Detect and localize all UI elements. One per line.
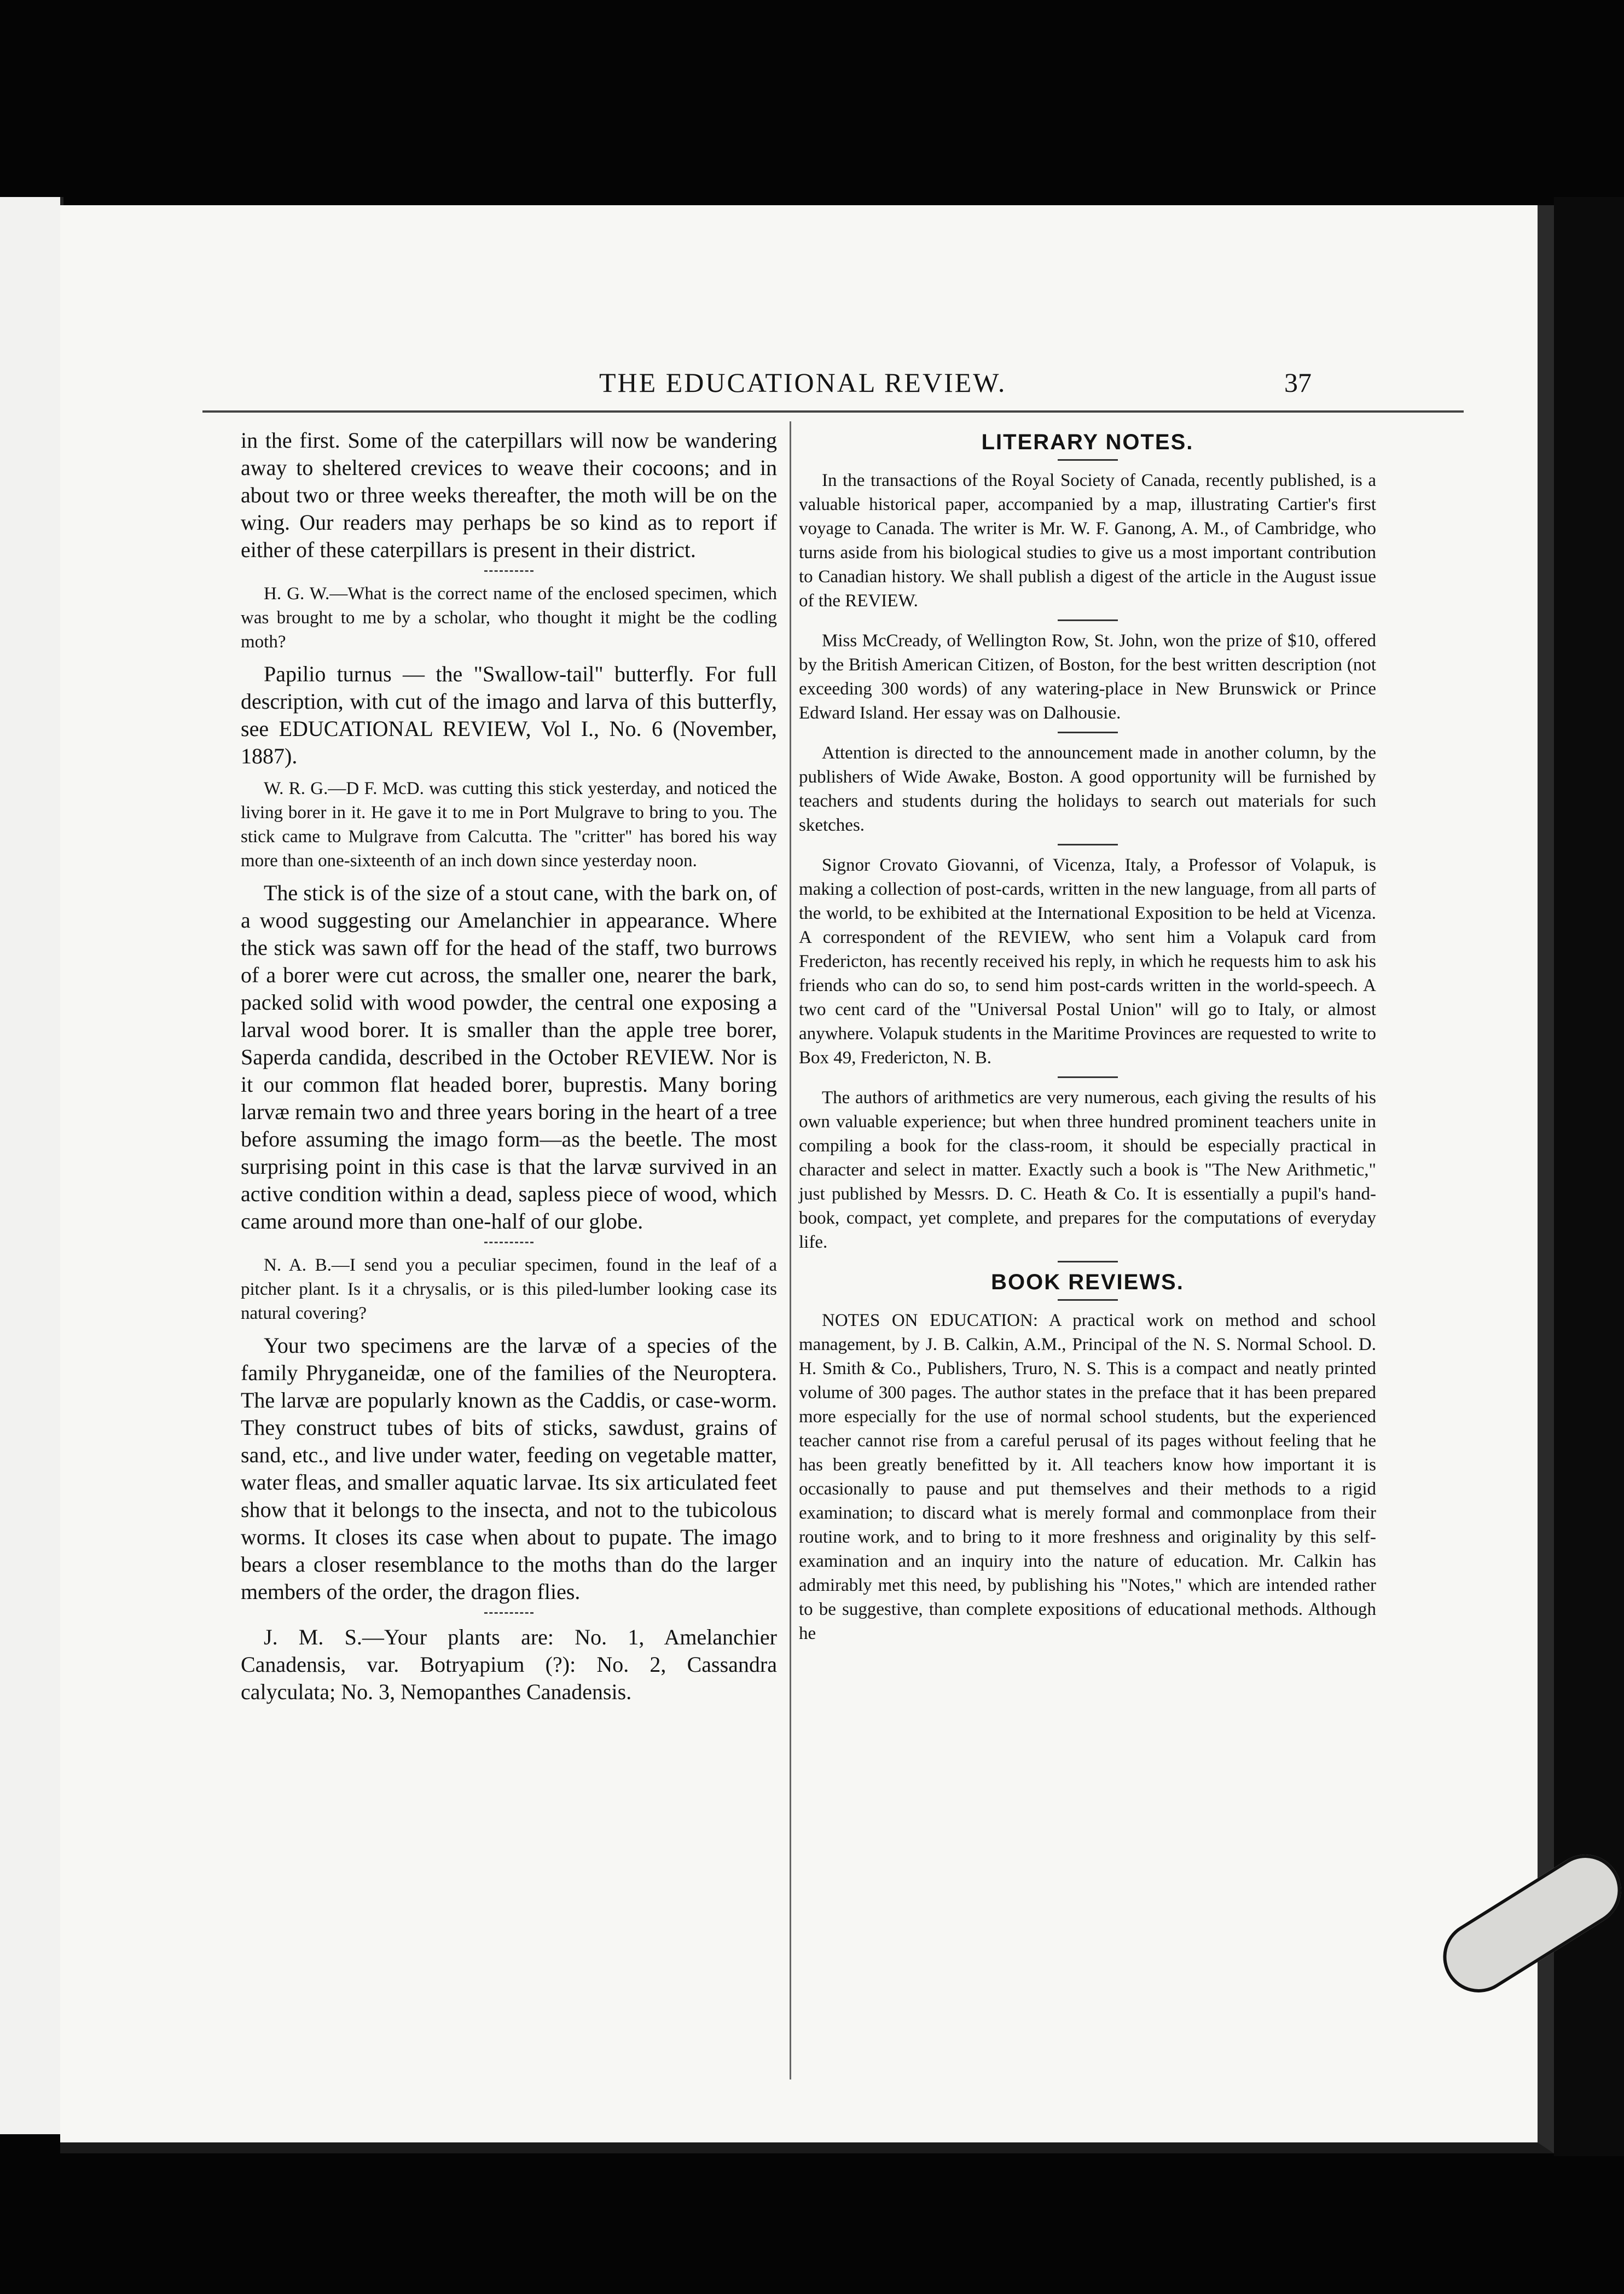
magazine-page — [60, 205, 1554, 2153]
separator — [484, 570, 533, 572]
running-title: THE EDUCATIONAL REVIEW. — [599, 367, 1007, 398]
query-hgw: H. G. W.—What is the correct name of the enclosed specimen, which was brought to me by a scholar, who thought it might be the codling moth? — [241, 584, 777, 652]
separator — [1058, 1076, 1118, 1078]
separator — [1058, 1261, 1118, 1262]
separator — [484, 1242, 533, 1243]
answer-hgw: Papilio turnus — the "Swallow-tail" butterfly. For full description, with cut of the imago and larva of this butterfly, see EDUCATIONAL REVIEW, Vol I., No. 6 (November, 1887). — [241, 662, 777, 768]
page-header — [60, 367, 1538, 410]
heading-rule — [1058, 1299, 1118, 1301]
query-nab: N. A. B.—I send you a peculiar specimen, found in the leaf of a pitcher plant. Is it a chrysalis, or is this piled-lumber looking case its natural covering? — [241, 1255, 777, 1323]
separator — [1058, 844, 1118, 845]
right-column — [799, 427, 1376, 1652]
heading-rule — [1058, 459, 1118, 461]
answer-wrg: The stick is of the size of a stout cane, with the bark on, of a wood suggesting our Amelanchier in appearance. Where the stick was sawn off for the head of the staff, two burrows of a borer were cut across, the smaller one, nearer the bark, packed solid with wood powder, the central one exposing a larval wood borer. It is smaller than the apple tree borer, Saperda candida, described in the October REVIEW. Nor is it our common flat headed borer, buprestis. Many boring larvæ remain two and three years boring in the heart of a tree before assuming the imago form—as the beetle. The most surprising point in this case is that the larvæ survived in an active condition within a dead, sapless piece of wood, which came around more than one-half of our globe. — [241, 880, 777, 1233]
adjacent-page-edge — [0, 197, 63, 2134]
left-paragraph-caterpillars: in the first. Some of the caterpillars will now be wandering away to sheltered crevices to weave their cocoons; and in about two or three weeks thereafter, the moth will be on the wing. Our readers may perhaps be so kind as to report if either of these caterpillars is present in their district. — [241, 428, 777, 562]
separator — [1058, 619, 1118, 621]
query-wrg: W. R. G.—D F. McD. was cutting this stick yesterday, and noticed the living borer in it. He gave it to me in Port Mulgrave to bring to you. The stick came to Mulgrave from Calcutta. The "critter" has bored his way more than one-sixteenth of an inch down since yesterday noon. — [241, 779, 777, 871]
answer-nab: Your two specimens are the larvæ of a species of the family Phryganeidæ, one of the families of the Neuroptera. The larvæ are popularly known as the Caddis, or case-worm. They construct tubes of bits of sticks, sawdust, grains of sand, etc., and live under water, feeding on vegetable matter, water fleas, and smaller aquatic larvae. Its six articulated feet show that it belongs to the insecta, and not to the tubicolous worms. It closes its case when about to pupate. The imago bears a closer resemblance to the moths than do the larger members of the order, the dragon flies. — [241, 1333, 777, 1604]
literary-note-arithmetic: The authors of arithmetics are very numerous, each giving the results of his own valuable experience; but when three hundred prominent teachers unite in compiling a book for the class-room, it should be especially practical in character and select in matter. Exactly such a book is "The New Arithmetic," just published by Messrs. D. C. Heath & Co. It is essentially a pupil's hand-book, compact, yet complete, and prepares for the computations of everyday life. — [799, 1088, 1376, 1252]
book-reviews-heading: BOOK REVIEWS. — [991, 1270, 1184, 1294]
separator — [484, 1612, 533, 1614]
book-review-notes-on-education: NOTES ON EDUCATION: A practical work on method and school management, by J. B. Calkin, A.M., Principal of the N. S. Normal School. D. H. Smith & Co., Publishers, Truro, N. S. This is a compact and neatly printed volume of 300 pages. The author states in the preface that it has been prepared more especially for the use of normal school students, but the experienced teacher cannot rise from a careful perusal of its pages without feeling that he has been greatly benefitted by it. All teachers know how important it is occasionally to pause and put themselves and their methods to a rigid examination; to discard what is merely formal and commonplace from their routine work, and to bring to it more freshness and originality by this self-examination and an inquiry into the nature of education. Mr. Calkin has admirably met this need, by publishing his "Notes," which are intended rather to be suggestive, than complete expositions of educational methods. Although he — [799, 1311, 1376, 1643]
column-divider — [790, 421, 791, 2079]
literary-note-volapuk: Signor Crovato Giovanni, of Vicenza, Italy, a Professor of Volapuk, is making a collection of post-cards, written in the new language, from all parts of the world, to be exhibited at the International Exposition to be held at Vicenza. A correspondent of the REVIEW, who sent him a Volapuk card from Fredericton, has recently received his reply, in which he requests him to ask his friends who can do so, to send him post-cards written in the world-speech. A two cent card of the "Universal Postal Union" will go to Italy, or almost anywhere. Volapuk students in the Maritime Provinces are requested to write to Box 49, Fredericton, N. B. — [799, 855, 1376, 1068]
header-rule — [202, 410, 1464, 413]
literary-note-mccready: Miss McCready, of Wellington Row, St. John, won the prize of $10, offered by the British American Citizen, of Boston, for the best written description (not exceeding 300 words) of any watering-place in New Brunswick or Prince Edward Island. Her essay was on Dalhousie. — [799, 631, 1376, 723]
left-column — [241, 427, 777, 1712]
separator — [1058, 732, 1118, 733]
literary-notes-heading: LITERARY NOTES. — [981, 430, 1194, 454]
answer-jms: J. M. S.—Your plants are: No. 1, Amelanchier Canadensis, var. Botryapium (?): No. 2, Cassandra calyculata; No. 3, Nemopanthes Canadensis. — [241, 1625, 777, 1704]
page-number: 37 — [1284, 367, 1312, 398]
literary-note-ganong: In the transactions of the Royal Society of Canada, recently published, is a valuable historical paper, accompanied by a map, illustrating Cartier's first voyage to Canada. The writer is Mr. W. F. Ganong, A. M., of Cambridge, who turns aside from his biological studies to give us a most important contribution to Canadian history. We shall publish a digest of the article in the August issue of the REVIEW. — [799, 471, 1376, 611]
literary-note-wide-awake: Attention is directed to the announcement made in another column, by the publishers of Wide Awake, Boston. A good opportunity will be furnished by teachers and students during the holidays to search out materials for such sketches. — [799, 743, 1376, 835]
